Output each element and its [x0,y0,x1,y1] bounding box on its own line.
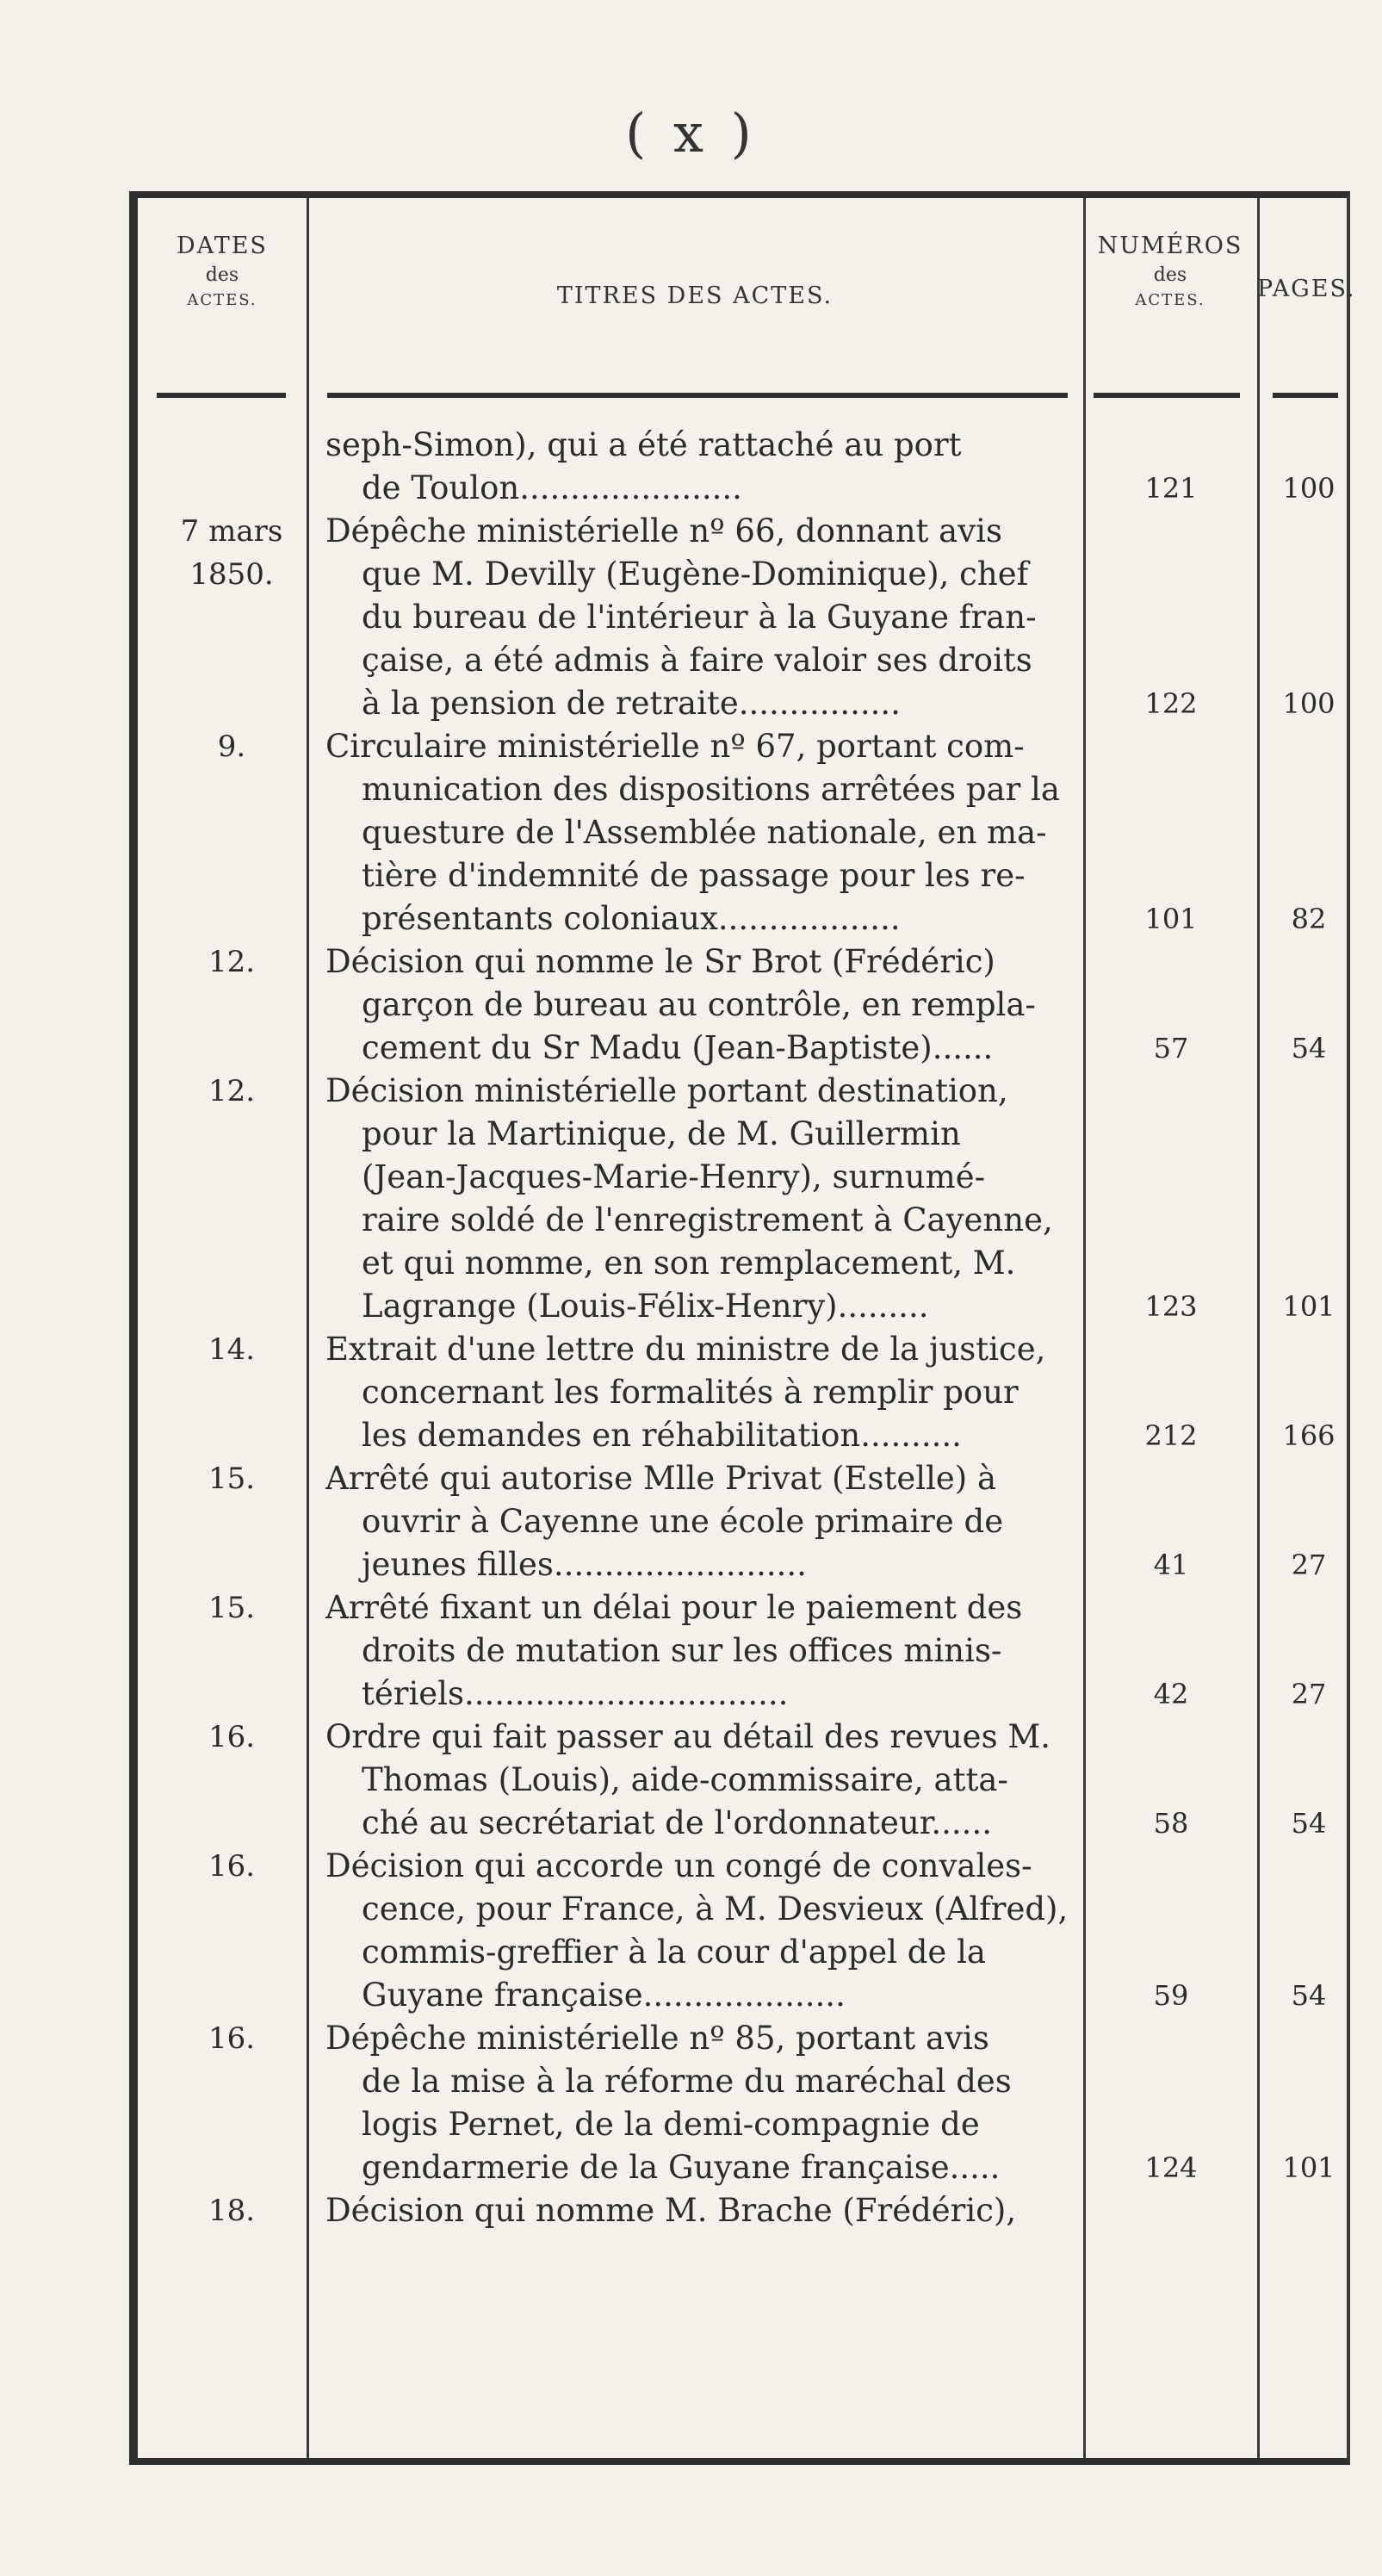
entry-date [150,1586,313,1673]
entry-page: 54 [1291,1807,1327,1840]
entry-date [150,2189,313,2275]
entry-date [150,1328,313,1414]
entry-title [325,424,1075,510]
entry-date [150,1070,313,1156]
entry-number: 121 [1144,472,1198,505]
entry-page: 54 [1291,1032,1327,1065]
entry-number: 42 [1153,1678,1189,1710]
entry-date-line: 14. [208,1332,256,1367]
entry-date-line [150,467,313,510]
entry-number: 59 [1153,1979,1189,2012]
entry-title [325,510,1075,725]
entry-title-line: du bureau de l'intérieur à la Guyane fran- [362,599,1037,636]
entry-date-line [150,1500,313,1543]
entry-date-line [150,1629,313,1673]
entry-title-line: de la mise à la réforme du maréchal des [362,2063,1012,2100]
entry-number: 124 [1144,2151,1198,2184]
entry-date [150,725,313,811]
entry-number: 41 [1153,1549,1189,1581]
column-divider [1083,198,1086,2458]
entry-date [150,1716,313,1802]
entry-date-line [150,2060,313,2103]
header-rule [1094,393,1240,398]
entry-date-line [150,1371,313,1414]
entry-date-line [150,1759,313,1802]
entry-date-line: 7 mars [180,514,283,549]
entry-date [150,2017,313,2103]
entry-title-line: (Jean-Jacques-Marie-Henry), surnumé- [362,1158,986,1195]
entry-number: 58 [1153,1807,1189,1840]
entry-title-line: et qui nomme, en son remplacement, M. [362,1245,1016,1282]
entry-title-line: présentants coloniaux.................. [362,900,901,937]
entry-title-line: tériels................................ [362,1675,789,1712]
entry-date-line: 12. [208,945,256,979]
entry-title-line: que M. Devilly (Eugène-Dominique), chef [362,556,1029,593]
entry-title-line: commis-greffier à la cour d'appel de la [362,1934,986,1971]
entry-date-line: 9. [217,729,246,764]
table-frame [129,191,1356,2465]
entry-title-line: Arrêté qui autorise Mlle Privat (Estelle) à [325,1460,997,1497]
entry-page: 101 [1282,1290,1336,1323]
entry-title [325,1845,1075,2017]
entry-title-line: gendarmerie de la Guyane française..... [362,2149,1001,2186]
entry-title-line: garçon de bureau au contrôle, en rempla- [362,986,1036,1023]
header-dates: DATES des ACTES. [177,233,268,309]
entry-date [150,1457,313,1543]
entry-title-line: droits de mutation sur les offices minis- [362,1632,1002,1669]
entry-date-line: 18. [208,2194,256,2228]
entry-title-line: questure de l'Assemblée nationale, en ma- [362,814,1047,851]
header-numeros: NUMÉROS des ACTES. [1097,233,1243,309]
entry-title-line: munication des dispositions arrêtées par la [362,771,1060,808]
entry-date-line: 12. [208,1074,256,1108]
entry-page: 54 [1291,1979,1327,2012]
entry-number: 123 [1144,1290,1198,1323]
entry-title-line: Circulaire ministérielle nº 67, portant com- [325,728,1025,765]
entry-title-line: Guyane française.................... [362,1977,846,2014]
entry-title [325,1070,1075,1328]
entry-title-line: Dépêche ministérielle nº 66, donnant avis [325,512,1002,549]
entry-title-line: jeunes filles......................... [362,1546,807,1583]
entry-date [150,510,313,596]
entry-date [150,424,313,510]
entry-title-line: Ordre qui fait passer au détail des revues M. [325,1718,1050,1755]
entry-title-line: tière d'indemnité de passage pour les re- [362,857,1026,894]
header-pages: PAGES. [1257,276,1356,302]
header-rule [157,393,286,398]
entry-title-line: Décision qui accorde un congé de convales- [325,1847,1032,1884]
entry-date-line: 15. [208,1591,256,1625]
entry-date [150,940,313,1027]
entry-title-line: ché au secrétariat de l'ordonnateur...... [362,1804,992,1841]
entry-page: 27 [1291,1678,1327,1710]
entry-title-line: Décision qui nomme M. Brache (Frédéric), [325,2192,1017,2229]
entry-title-line: cence, pour France, à M. Desvieux (Alfred), [362,1890,1069,1927]
entry-date-line: 15. [208,1462,256,1496]
column-divider [1257,198,1260,2458]
entry-date-line [150,2232,313,2275]
entry-title [325,1457,1075,1586]
entry-date-line: 16. [208,1849,256,1884]
entry-title [325,940,1075,1070]
entry-date-line: 16. [208,2021,256,2056]
entry-page: 82 [1291,903,1327,935]
entry-date [150,1845,313,1931]
entry-title-line: Décision ministérielle portant destination, [325,1072,1008,1109]
entry-title-line: seph-Simon), qui a été rattaché au port [325,426,962,463]
page-number: ( x ) [625,102,757,164]
entry-title [325,2017,1075,2189]
entry-title-line: à la pension de retraite................ [362,685,901,722]
entry-number: 212 [1144,1419,1198,1452]
entry-title-line: çaise, a été admis à faire valoir ses droits [362,642,1032,679]
entry-page: 166 [1282,1419,1336,1452]
header-rule [1273,393,1338,398]
entry-title-line: logis Pernet, de la demi-compagnie de [362,2106,980,2143]
entry-date-line [150,984,313,1027]
header-titles: TITRES DES ACTES. [556,282,834,309]
entry-title-line: Thomas (Louis), aide-commissaire, atta- [362,1761,1008,1798]
entry-title [325,1586,1075,1716]
entry-title [325,1716,1075,1845]
entry-title-line: Dépêche ministérielle nº 85, portant avis [325,2020,989,2057]
entry-title-line: Lagrange (Louis-Félix-Henry)......... [362,1288,929,1325]
entry-number: 101 [1144,903,1198,935]
entry-title-line: cement du Sr Madu (Jean-Baptiste)...... [362,1029,994,1066]
entry-title-line: Arrêté fixant un délai pour le paiement des [325,1589,1023,1626]
entry-title [325,2189,1075,2232]
entry-title-line: raire soldé de l'enregistrement à Cayenne, [362,1201,1053,1238]
entry-date-line [150,1113,313,1156]
entry-title-line: pour la Martinique, de M. Guillermin [362,1115,961,1152]
entry-number: 57 [1153,1032,1189,1065]
entry-page: 27 [1291,1549,1327,1581]
entry-page: 100 [1282,472,1336,505]
entry-title-line: ouvrir à Cayenne une école primaire de [362,1503,1004,1540]
entry-date-line [150,424,313,467]
entry-number: 122 [1144,687,1198,720]
entry-date-line: 16. [208,1720,256,1754]
entry-title-line: les demandes en réhabilitation.......... [362,1417,962,1454]
entry-date-line: 1850. [189,557,274,592]
entry-title-line: Décision qui nomme le Sr Brot (Frédéric) [325,943,995,980]
header-rule [327,393,1068,398]
entry-title [325,725,1075,940]
entry-title [325,1328,1075,1457]
entry-date-line [150,768,313,811]
entry-title-line: Extrait d'une lettre du ministre de la justice, [325,1331,1046,1368]
entry-page: 100 [1282,687,1336,720]
entry-page: 101 [1282,2151,1336,2184]
entry-title-line: concernant les formalités à remplir pour [362,1374,1019,1411]
entry-title-line: de Toulon...................... [362,469,742,506]
entry-date-line [150,1888,313,1931]
